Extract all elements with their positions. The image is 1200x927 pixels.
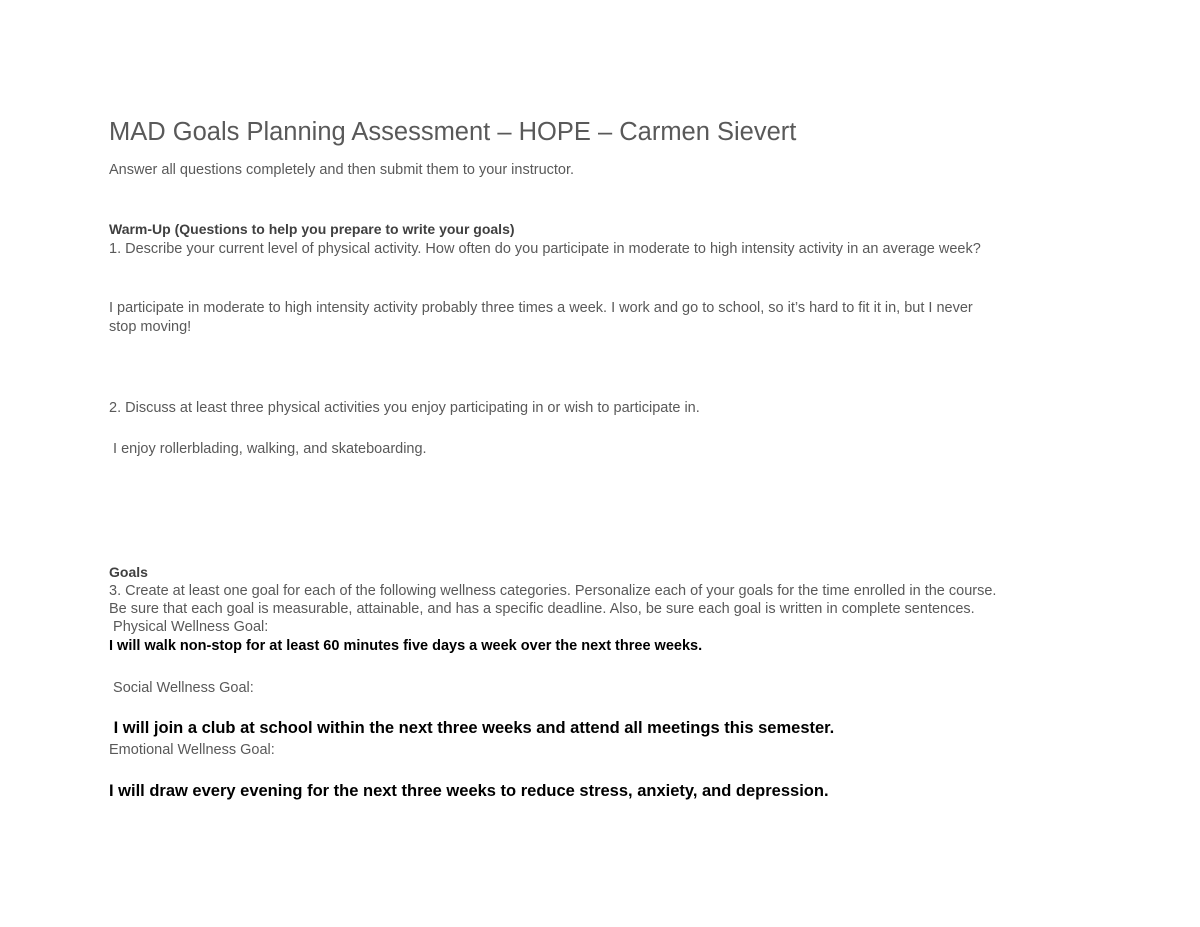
question-1: 1. Describe your current level of physical activity. How often do you participate in moderate to high intensity activity in an average week? (109, 241, 981, 257)
physical-wellness-goal: I will walk non-stop for at least 60 minutes five days a week over the next three weeks. (109, 638, 703, 654)
answer-1-line-1: I participate in moderate to high intensity activity probably three times a week. I work and go to school, so it’s hard to fit it in, but I never (109, 300, 973, 316)
question-3-line-2: Be sure that each goal is measurable, attainable, and has a specific deadline. Also, be sure each goal is written in complete sentences. (109, 601, 975, 617)
emotional-wellness-label: Emotional Wellness Goal: (109, 742, 275, 758)
goals-heading: Goals (109, 564, 148, 580)
instructions-text: Answer all questions completely and then submit them to your instructor. (109, 162, 575, 178)
question-3-line-1: 3. Create at least one goal for each of the following wellness categories. Personalize each of your goals for the time enrolled in the course. (109, 583, 997, 599)
warmup-heading: Warm-Up (Questions to help you prepare to write your goals) (109, 221, 515, 237)
social-wellness-label: Social Wellness Goal: (109, 680, 254, 696)
physical-wellness-label: Physical Wellness Goal: (109, 619, 269, 635)
answer-2: I enjoy rollerblading, walking, and skateboarding. (109, 441, 427, 457)
social-wellness-goal: I will join a club at school within the next three weeks and attend all meetings this semester. (109, 719, 835, 737)
document-title: MAD Goals Planning Assessment – HOPE – Carmen Sievert (109, 118, 797, 146)
answer-1-line-2: stop moving! (109, 319, 192, 335)
emotional-wellness-goal: I will draw every evening for the next three weeks to reduce stress, anxiety, and depression. (109, 782, 829, 800)
question-2: 2. Discuss at least three physical activities you enjoy participating in or wish to participate in. (109, 400, 700, 416)
